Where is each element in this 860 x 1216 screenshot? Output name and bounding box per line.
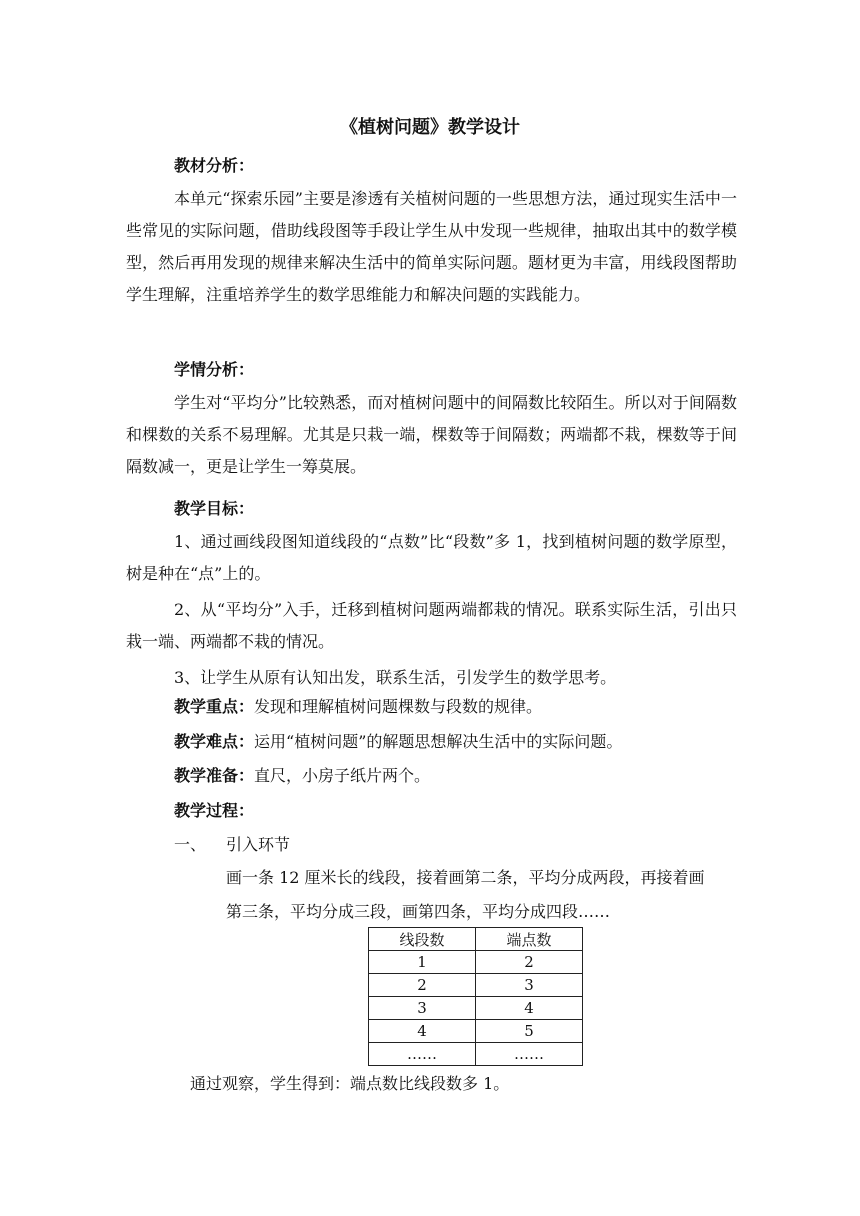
table-cell: 3 (476, 974, 583, 997)
difficulty-line (174, 728, 622, 756)
student-analysis-text: 学生对“平均分”比较熟悉，而对植树问题中的间隔数比较陌生。所以对于间隔数和棵数的关系不易理解。尤其是只栽一端，棵数等于间隔数；两端都不栽，棵数等于间隔数减一，更是让学生一筹莫展。 (126, 393, 737, 476)
material-analysis-heading: 教材分析： (174, 156, 255, 175)
table-header-cell: 线段数 (369, 928, 476, 951)
table-cell: 1 (369, 951, 476, 974)
step-1-number: 一、 (174, 835, 207, 854)
process-heading: 教学过程： (174, 801, 255, 820)
table-cell: 2 (369, 974, 476, 997)
key-point-text: 发现和理解植树问题棵数与段数的规律。 (254, 697, 543, 716)
table-cell: 2 (476, 951, 583, 974)
table-cell: 5 (476, 1020, 583, 1043)
student-analysis-heading: 学情分析： (174, 360, 255, 379)
table-cell: 3 (369, 997, 476, 1020)
preparation-line (174, 762, 430, 790)
table-header-cell: 端点数 (476, 928, 583, 951)
table-header-row (369, 928, 583, 951)
goals-list (126, 526, 737, 694)
material-analysis-text: 本单元“探索乐园”主要是渗透有关植树问题的一些思想方法，通过现实生活中一些常见的实际问题，借助线段图等手段让学生从中发现一些规律，抽取出其中的数学模型，然后再用发现的规律来解决生活中的简单实际问题。题材更为丰富，用线段图帮助学生理解，注重培养学生的数学思维能力和解决问题的实践能力。 (126, 189, 737, 304)
material-analysis-paragraph (126, 183, 737, 311)
table-row (369, 1020, 583, 1043)
step-1-text-line-1: 画一条 12 厘米长的线段，接着画第二条，平均分成两段，再接着画 (226, 868, 705, 887)
goal-item-2: 2、从“平均分”入手，迁移到植树问题两端都栽的情况。联系实际生活，引出只栽一端、两端都不栽的情况。 (126, 600, 737, 651)
observation-conclusion: 通过观察，学生得到：端点数比线段数多 1。 (190, 1074, 510, 1093)
table-row (369, 1043, 583, 1066)
table-cell: 4 (476, 997, 583, 1020)
step-1-title: 引入环节 (226, 835, 291, 854)
step-1-text-line-2: 第三条，平均分成三段，画第四条，平均分成四段…… (226, 902, 611, 921)
preparation-text: 直尺，小房子纸片两个。 (254, 766, 431, 785)
table-cell: …… (369, 1043, 476, 1066)
table-row (369, 997, 583, 1020)
table-cell: …… (476, 1043, 583, 1066)
key-point-line (174, 693, 542, 721)
goal-item-1: 1、通过画线段图知道线段的“点数”比“段数”多 1，找到植树问题的数学原型，树是种在“点”上的。 (126, 532, 737, 583)
student-analysis-paragraph (126, 387, 737, 483)
goal-item-3: 3、让学生从原有认知出发，联系生活，引发学生的数学思考。 (174, 668, 617, 687)
segment-endpoint-table (368, 927, 583, 1066)
preparation-label: 教学准备： (174, 766, 255, 785)
difficulty-label: 教学难点： (174, 732, 255, 751)
page-title: 《植树问题》教学设计 (340, 117, 520, 138)
table-cell: 4 (369, 1020, 476, 1043)
key-point-label: 教学重点： (174, 697, 255, 716)
table-row (369, 974, 583, 997)
difficulty-text: 运用“植树问题”的解题思想解决生活中的实际问题。 (254, 732, 623, 751)
goals-heading: 教学目标： (174, 499, 255, 518)
table-row (369, 951, 583, 974)
